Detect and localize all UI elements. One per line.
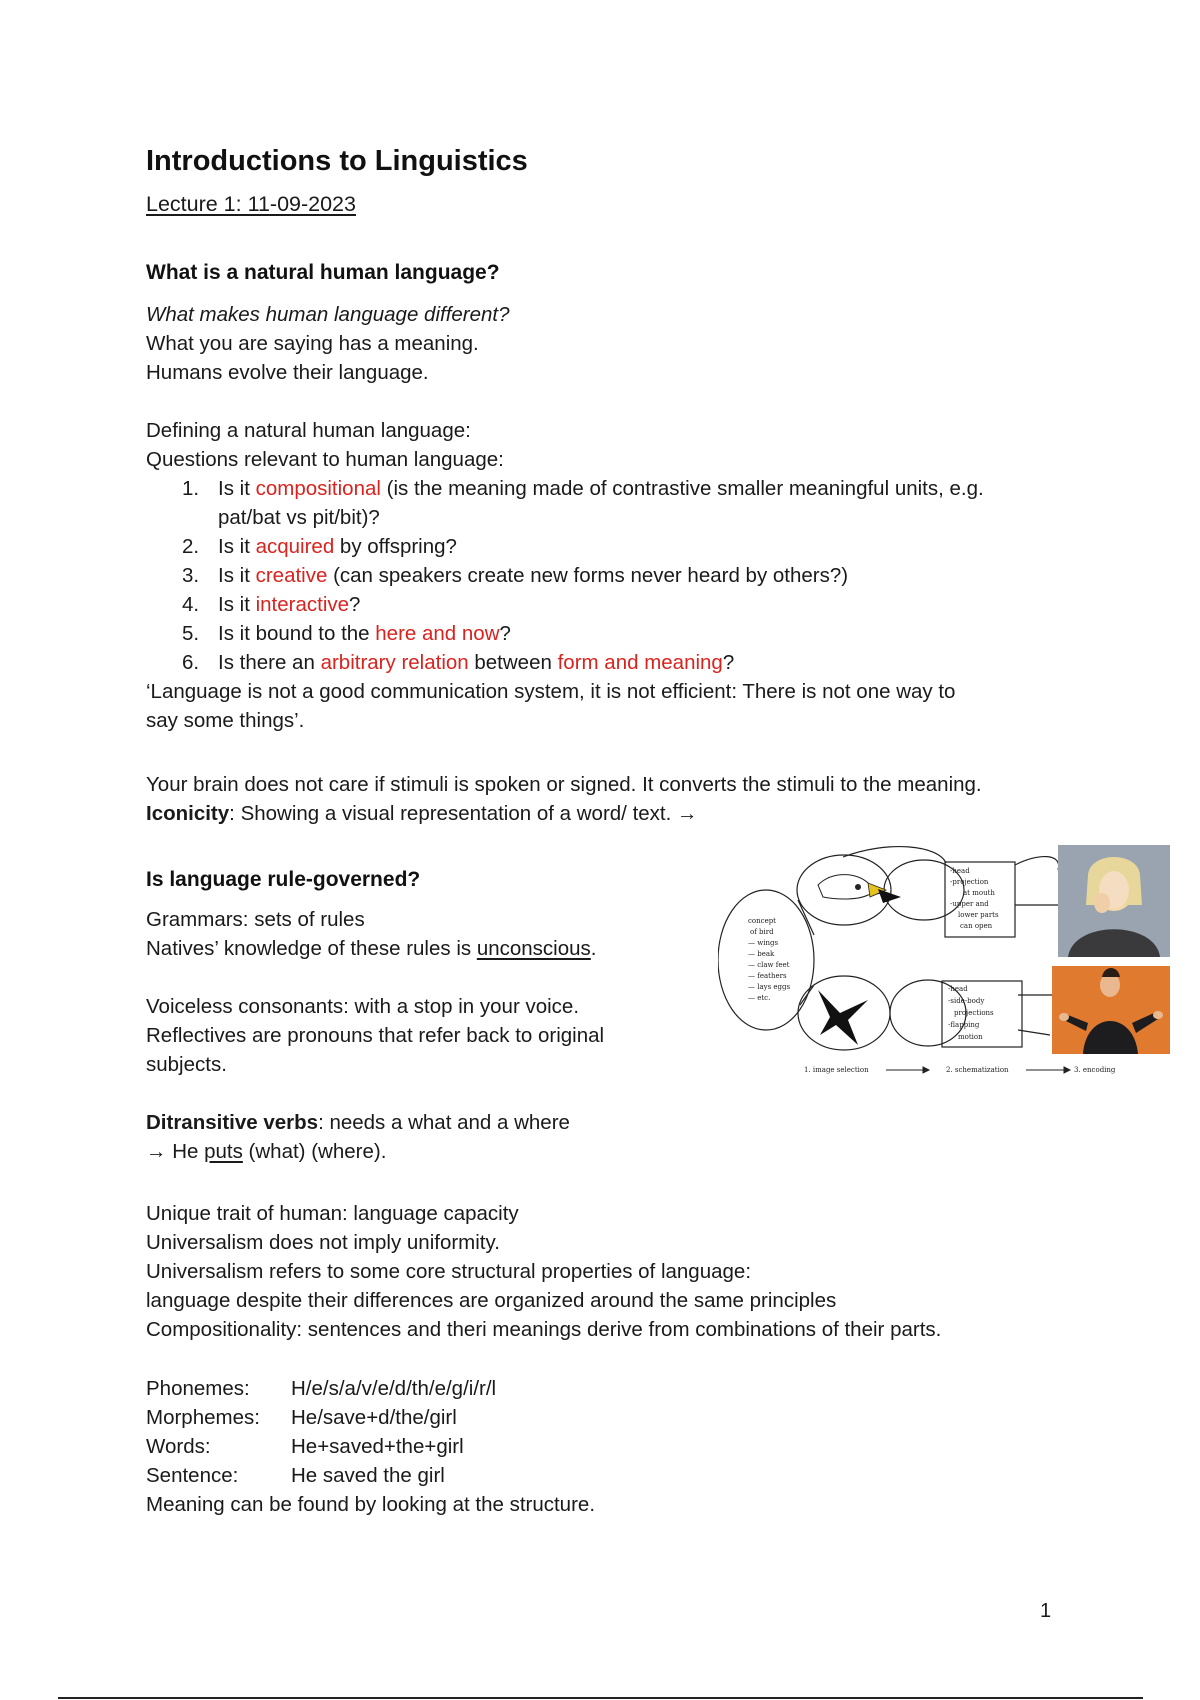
body-line: Compositionality: sentences and theri meanings derive from combinations of their parts. (146, 1318, 942, 1341)
body-line: What you are saying has a meaning. (146, 332, 479, 355)
table-row (146, 1432, 595, 1461)
list-item (146, 590, 984, 619)
body-line: Humans evolve their language. (146, 361, 429, 384)
item-text: ? (349, 593, 361, 616)
feature-line: -head (948, 985, 968, 993)
underlined-term: puts (204, 1140, 243, 1163)
body-line: subjects. (146, 1053, 227, 1076)
body-line (146, 934, 604, 963)
row-label: Phonemes: (146, 1377, 250, 1400)
key-term: interactive (255, 593, 350, 616)
row-value: He+saved+the+girl (291, 1435, 464, 1458)
questions-list (146, 474, 984, 677)
feature-line: -projection (950, 878, 989, 886)
body-line: Voiceless consonants: with a stop in your voice. (146, 995, 580, 1018)
feature-line: -head (950, 867, 970, 875)
item-text: Is it bound to the (218, 622, 376, 645)
lecture-date: Lecture 1: 11-09-2023 (146, 192, 356, 216)
quote-line: ‘Language is not a good communication system, it is not efficient: There is not one way to (146, 680, 956, 703)
item-text: Is it (218, 535, 256, 558)
item-text: Is it (218, 477, 256, 500)
item-text: ? (499, 622, 511, 645)
ditransitive-definition: : needs a what and a where (318, 1111, 570, 1134)
section-heading-natural-language: What is a natural human language? (146, 261, 500, 284)
body-line: Unique trait of human: language capacity (146, 1202, 519, 1225)
concept-line: — feathers (748, 972, 787, 980)
list-number: 6. (182, 651, 200, 674)
row-value: H/e/s/a/v/e/d/th/e/g/i/r/l (291, 1377, 497, 1400)
key-term: creative (255, 564, 328, 587)
key-term: arbitrary relation (320, 651, 469, 674)
item-text: between (468, 651, 558, 674)
key-term: acquired (255, 535, 335, 558)
key-term: here and now (375, 622, 500, 645)
example-line (146, 1137, 604, 1166)
table-row (146, 1403, 595, 1432)
key-term: form and meaning (557, 651, 723, 674)
section-natural-language-body (146, 300, 510, 387)
concept-line: concept (748, 917, 776, 925)
structure-table (146, 1374, 595, 1519)
list-number: 1. (182, 477, 200, 500)
list-number: 2. (182, 535, 200, 558)
universalism-block (146, 1199, 941, 1344)
list-item (146, 474, 984, 532)
body-line: Universalism does not imply uniformity. (146, 1231, 500, 1254)
table-row (146, 1374, 595, 1403)
feature-line: at mouth (963, 889, 995, 897)
brain-block (146, 770, 982, 828)
section-heading-rule-governed: Is language rule-governed? (146, 868, 421, 891)
concept-text (748, 917, 791, 1002)
underlined-term: unconscious (476, 937, 591, 960)
item-text-continuation: pat/bat vs pit/bit)? (218, 506, 380, 529)
concept-line: — etc. (748, 994, 771, 1002)
feature-line: motion (958, 1033, 983, 1041)
list-number: 3. (182, 564, 200, 587)
item-text: ? (722, 651, 735, 674)
body-text: (what) (where). (242, 1140, 387, 1163)
rules-block (146, 905, 604, 1166)
iconicity-line (146, 799, 982, 828)
list-item (146, 561, 984, 590)
concept-ellipse (718, 890, 814, 1030)
row-label: Morphemes: (146, 1406, 260, 1429)
list-item (146, 648, 984, 677)
term-iconicity: Iconicity (146, 802, 230, 825)
body-text: Natives’ knowledge of these rules is (146, 937, 477, 960)
body-text: . (590, 937, 597, 960)
list-number: 4. (182, 593, 200, 616)
body-line: Meaning can be found by looking at the structure. (146, 1493, 596, 1516)
feature-line: -flapping (948, 1021, 980, 1029)
list-item (146, 532, 984, 561)
body-line: Reflectives are pronouns that refer back to original (146, 1024, 605, 1047)
body-line: Defining a natural human language: (146, 419, 471, 442)
key-term: compositional (255, 477, 381, 500)
iconicity-definition: : Showing a visual representation of a word/ text. → (229, 802, 698, 825)
page-number: 1 (1040, 1600, 1052, 1622)
item-text: (can speakers create new forms never heard by others?) (327, 564, 849, 587)
body-line: Universalism refers to some core structural properties of language: (146, 1260, 752, 1283)
feature-line: can open (960, 922, 993, 930)
body-line: language despite their differences are organized around the same principles (146, 1289, 837, 1312)
term-ditransitive: Ditransitive verbs (146, 1111, 319, 1134)
defining-block (146, 416, 984, 735)
row-value: He saved the girl (291, 1464, 445, 1487)
top-box-text (950, 867, 999, 930)
item-text: Is it (218, 564, 256, 587)
item-text: (is the meaning made of contrastive smaller meaningful units, e.g. (380, 477, 984, 500)
feature-line: -upper and (950, 900, 989, 908)
row-label: Words: (146, 1435, 211, 1458)
concept-line: — claw feet (748, 961, 790, 969)
list-item (146, 619, 984, 648)
item-text: Is there an (218, 651, 321, 674)
row-label: Sentence: (146, 1464, 239, 1487)
flying-bird-icon (818, 990, 868, 1045)
stage-label: 2. schematization (946, 1066, 1009, 1074)
table-row (146, 1461, 595, 1490)
iconicity-diagram (718, 845, 1170, 1075)
stage-label: 1. image selection (804, 1066, 869, 1074)
feature-line: projections (954, 1009, 994, 1017)
concept-line: of bird (750, 928, 774, 936)
body-line: Grammars: sets of rules (146, 908, 365, 931)
row-value: He/save+d/the/girl (291, 1406, 457, 1429)
stage-label: 3. encoding (1074, 1066, 1116, 1074)
body-line: Your brain does not care if stimuli is spoken or signed. It converts the stimuli to the meaning. (146, 773, 982, 796)
feature-line: lower parts (958, 911, 999, 919)
body-line: Questions relevant to human language: (146, 448, 504, 471)
ditransitive-line (146, 1108, 604, 1137)
feature-line: -side-body (948, 997, 985, 1005)
italic-question: What makes human language different? (146, 303, 510, 326)
concept-line: — lays eggs (748, 983, 791, 991)
footer-divider (58, 1697, 1143, 1699)
document-title: Introductions to Linguistics (146, 145, 528, 177)
quote-line: say some things’. (146, 709, 305, 732)
concept-line: — beak (748, 950, 775, 958)
concept-line: — wings (748, 939, 779, 947)
bottom-box-text (948, 985, 994, 1041)
body-text: → He (146, 1140, 205, 1163)
list-number: 5. (182, 622, 200, 645)
item-text: Is it (218, 593, 256, 616)
item-text: by offspring? (334, 535, 457, 558)
